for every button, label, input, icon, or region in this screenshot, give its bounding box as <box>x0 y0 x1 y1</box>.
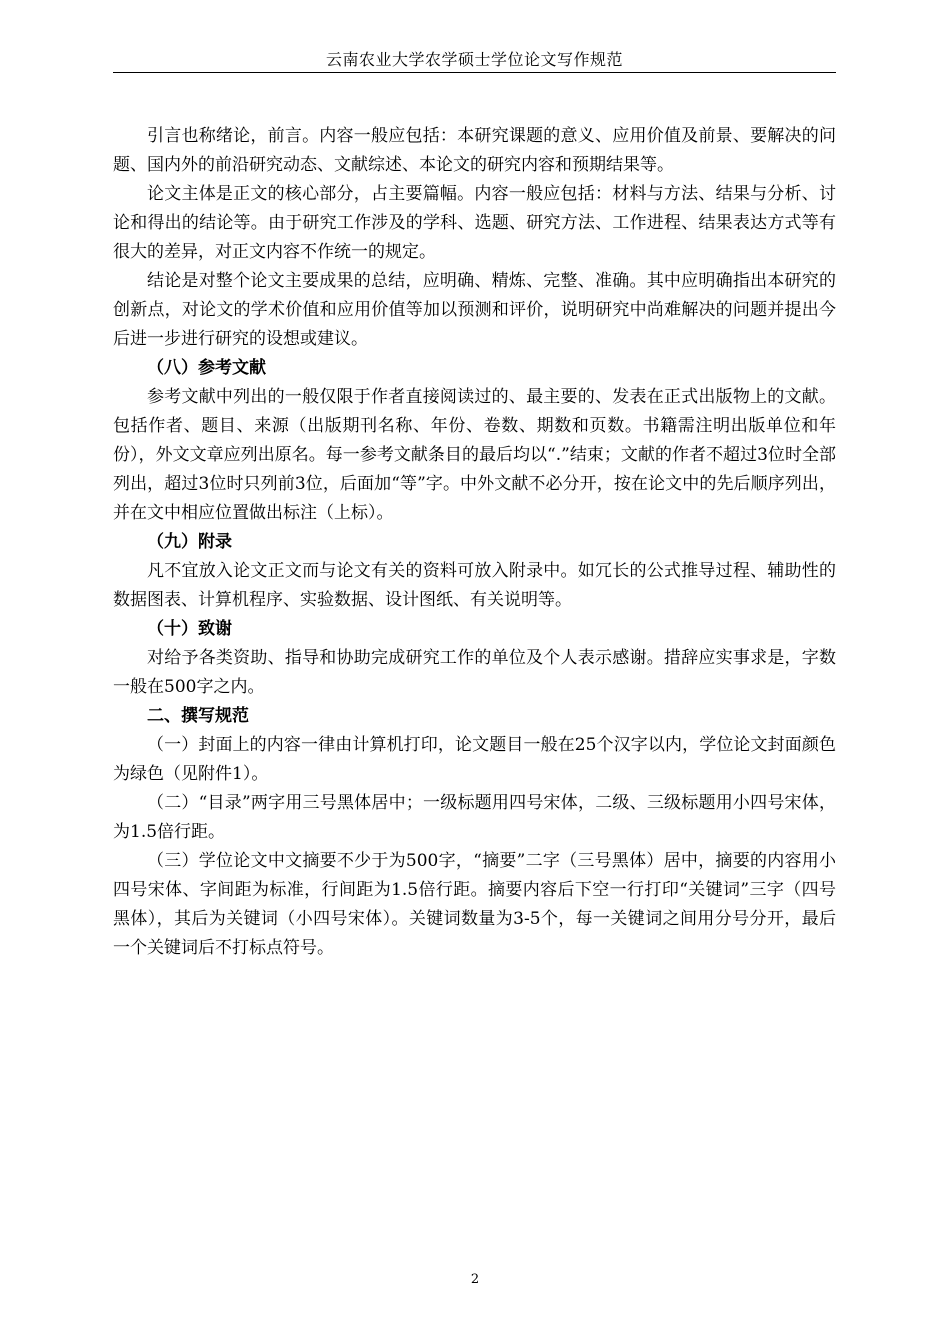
heading-references: （八）参考文献 <box>147 358 266 378</box>
paragraph-introduction: 引言也称绪论，前言。内容一般应包括：本研究课题的意义、应用价值及前景、要解决的问题、国内外的前沿研究动态、文献综述、本论文的研究内容和预期结果等。 <box>113 126 836 175</box>
paragraph-conclusion: 结论是对整个论文主要成果的总结，应明确、精炼、完整、准确。其中应明确指出本研究的创新点，对论文的学术价值和应用价值等加以预测和评价，说明研究中尚难解决的问题并提出今后进一步进行研究的设想或建议。 <box>113 271 836 349</box>
heading-writing-standards: 二、撰写规范 <box>147 706 249 726</box>
paragraph-references: 参考文献中列出的一般仅限于作者直接阅读过的、最主要的、发表在正式出版物上的文献。包括作者、题目、来源（出版期刊名称、年份、卷数、期数和页数。书籍需注明出版单位和年份），外文文章应列出原名。每一参考文献条目的最后均以“.”结束；文献的作者不超过3位时全部列出，超过3位时只列前3位，后面加“等”字。中外文献不必分开，按在论文中的先后顺序列出，并在文中相应位置做出标注（上标）。 <box>113 387 836 523</box>
document-body <box>113 122 836 963</box>
paragraph-main-body: 论文主体是正文的核心部分，占主要篇幅。内容一般应包括：材料与方法、结果与分析、讨论和得出的结论等。由于研究工作涉及的学科、选题、研究方法、工作进程、结果表达方式等有很大的差异，对正文内容不作统一的规定。 <box>113 184 836 262</box>
paragraph-acknowledgements: 对给予各类资助、指导和协助完成研究工作的单位及个人表示感谢。措辞应实事求是，字数一般在500字之内。 <box>113 648 836 697</box>
paragraph-cover-rules: （一）封面上的内容一律由计算机打印，论文题目一般在25个汉字以内，学位论文封面颜色为绿色（见附件1）。 <box>113 735 836 784</box>
page-number: 2 <box>470 1272 480 1287</box>
paragraph-appendix: 凡不宜放入论文正文而与论文有关的资料可放入附录中。如冗长的公式推导过程、辅助性的数据图表、计算机程序、实验数据、设计图纸、有关说明等。 <box>113 561 836 610</box>
heading-acknowledgements: （十）致谢 <box>147 619 232 639</box>
header-title: 云南农业大学农学硕士学位论文写作规范 <box>325 50 623 69</box>
paragraph-abstract-rules: （三）学位论文中文摘要不少于为500字，“摘要”二字（三号黑体）居中，摘要的内容用小四号宋体、字间距为标准，行间距为1.5倍行距。摘要内容后下空一行打印“关键词”三字（四号黑体），其后为关键词（小四号宋体）。关键词数量为3-5个，每一关键词之间用分号分开，最后一个关键词后不打标点符号。 <box>113 851 836 958</box>
paragraph-contents-rules: （二）“目录”两字用三号黑体居中；一级标题用四号宋体，二级、三级标题用小四号宋体，为1.5倍行距。 <box>113 793 836 842</box>
heading-appendix: （九）附录 <box>147 532 232 552</box>
running-header <box>113 48 836 73</box>
